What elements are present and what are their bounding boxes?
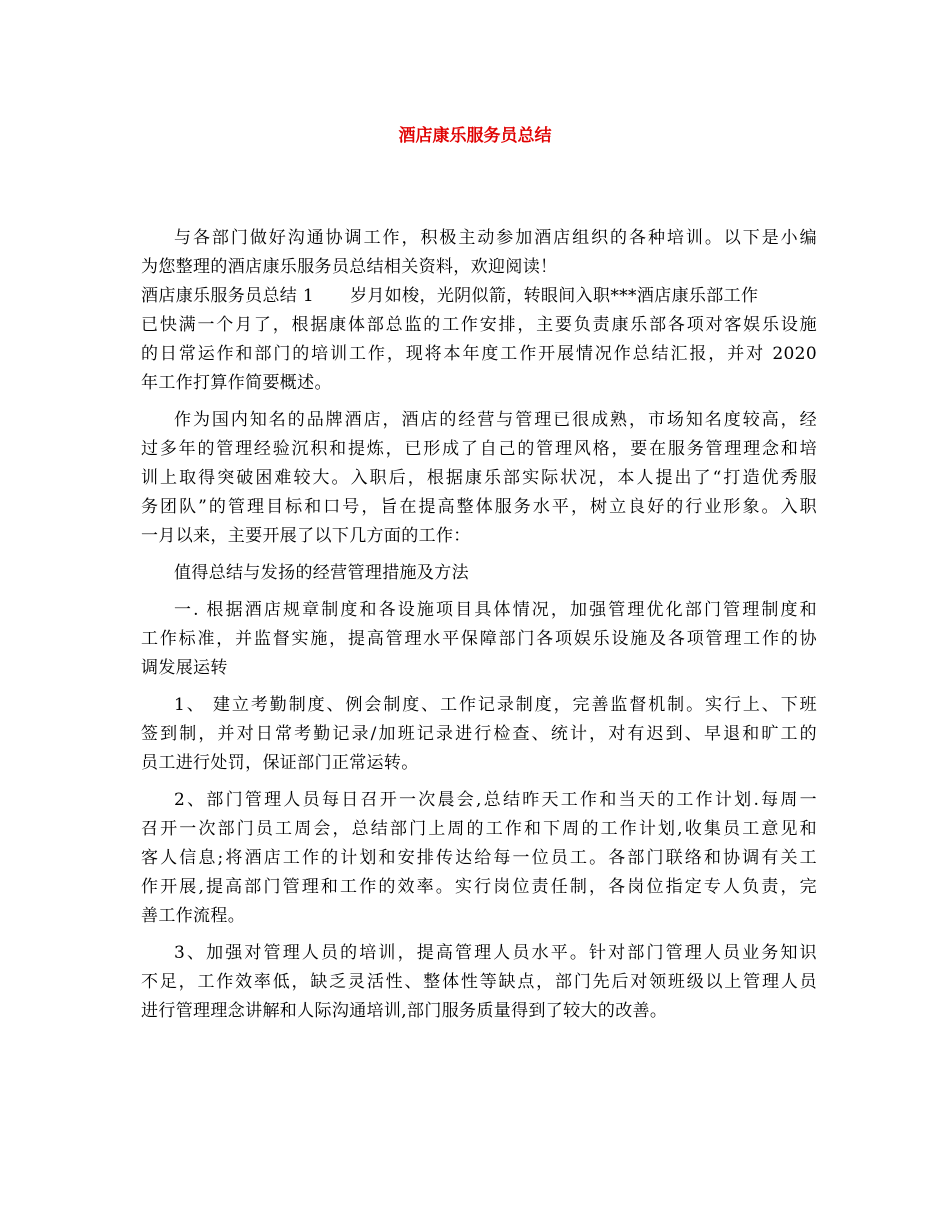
document-body [141, 224, 817, 1026]
text-line: 一. 根据酒店规章制度和各设施项目具体情况，加强管理优化部门管理制度和 [174, 600, 817, 620]
text-line: 的日常运作和部门的培训工作，现将本年度工作开展情况作总结汇报，并对 2020 [141, 344, 817, 364]
text-line: 务团队”的管理目标和口号，旨在提高整体服务水平，树立良好的行业形象。入职 [141, 497, 817, 517]
text-line: 2、部门管理人员每日召开一次晨会,总结昨天工作和当天的工作计划.每周一 [174, 790, 817, 810]
text-line: 训上取得突破困难较大。入职后，根据康乐部实际状况，本人提出了“打造优秀服 [141, 468, 817, 488]
subheading-line: 值得总结与发扬的经营管理措施及方法 [174, 563, 469, 583]
text-line: 进行管理理念讲解和人际沟通培训,部门服务质量得到了较大的改善。 [141, 1001, 668, 1021]
text-line: 不足，工作效率低，缺乏灵活性、整体性等缺点，部门先后对领班级以上管理人员 [141, 972, 817, 992]
text-line: 签到制，并对日常考勤记录/加班记录进行检查、统计，对有迟到、早退和旷工的 [141, 724, 817, 744]
text-line: 员工进行处罚，保证部门正常运转。 [141, 753, 419, 773]
text-line: 工作标准，并监督实施，提高管理水平保障部门各项娱乐设施及各项管理工作的协 [141, 629, 817, 649]
text-line: 年工作打算作简要概述。 [141, 373, 332, 393]
text-line: 善工作流程。 [141, 906, 246, 926]
page-title: 酒店康乐服务员总结 [398, 126, 552, 146]
text-line: 调发展运转 [141, 658, 228, 678]
section-heading-line [141, 282, 817, 311]
text-line: 与各部门做好沟通协调工作，积极主动参加酒店组织的各种培训。以下是小编 [174, 228, 817, 248]
text-fragment: 岁月如梭，光阴似箭，转眼间入职***酒店康乐部工作 [350, 286, 759, 306]
text-line: 为您整理的酒店康乐服务员总结相关资料，欢迎阅读！ [141, 257, 558, 277]
text-line: 1、 建立考勤制度、例会制度、工作记录制度，完善监督机制。实行上、下班 [174, 695, 817, 715]
text-line: 召开一次部门员工周会，总结部门上周的工作和下周的工作计划,收集员工意见和 [141, 819, 817, 839]
text-line: 已快满一个月了，根据康体部总监的工作安排，主要负责康乐部各项对客娱乐设施 [141, 315, 817, 335]
text-line: 过多年的管理经验沉积和提炼，已形成了自己的管理风格，要在服务管理理念和培 [141, 439, 817, 459]
text-line: 一月以来，主要开展了以下几方面的工作： [141, 526, 471, 546]
section-heading: 酒店康乐服务员总结 1 [141, 286, 315, 306]
text-line: 作为国内知名的品牌酒店，酒店的经营与管理已很成熟，市场知名度较高，经 [174, 410, 817, 430]
text-line: 客人信息;将酒店工作的计划和安排传达给每一位员工。各部门联络和协调有关工 [141, 848, 817, 868]
text-line: 3、加强对管理人员的培训，提高管理人员水平。针对部门管理人员业务知识 [174, 943, 817, 963]
text-line: 作开展,提高部门管理和工作的效率。实行岗位责任制，各岗位指定专人负责，完 [141, 877, 817, 897]
